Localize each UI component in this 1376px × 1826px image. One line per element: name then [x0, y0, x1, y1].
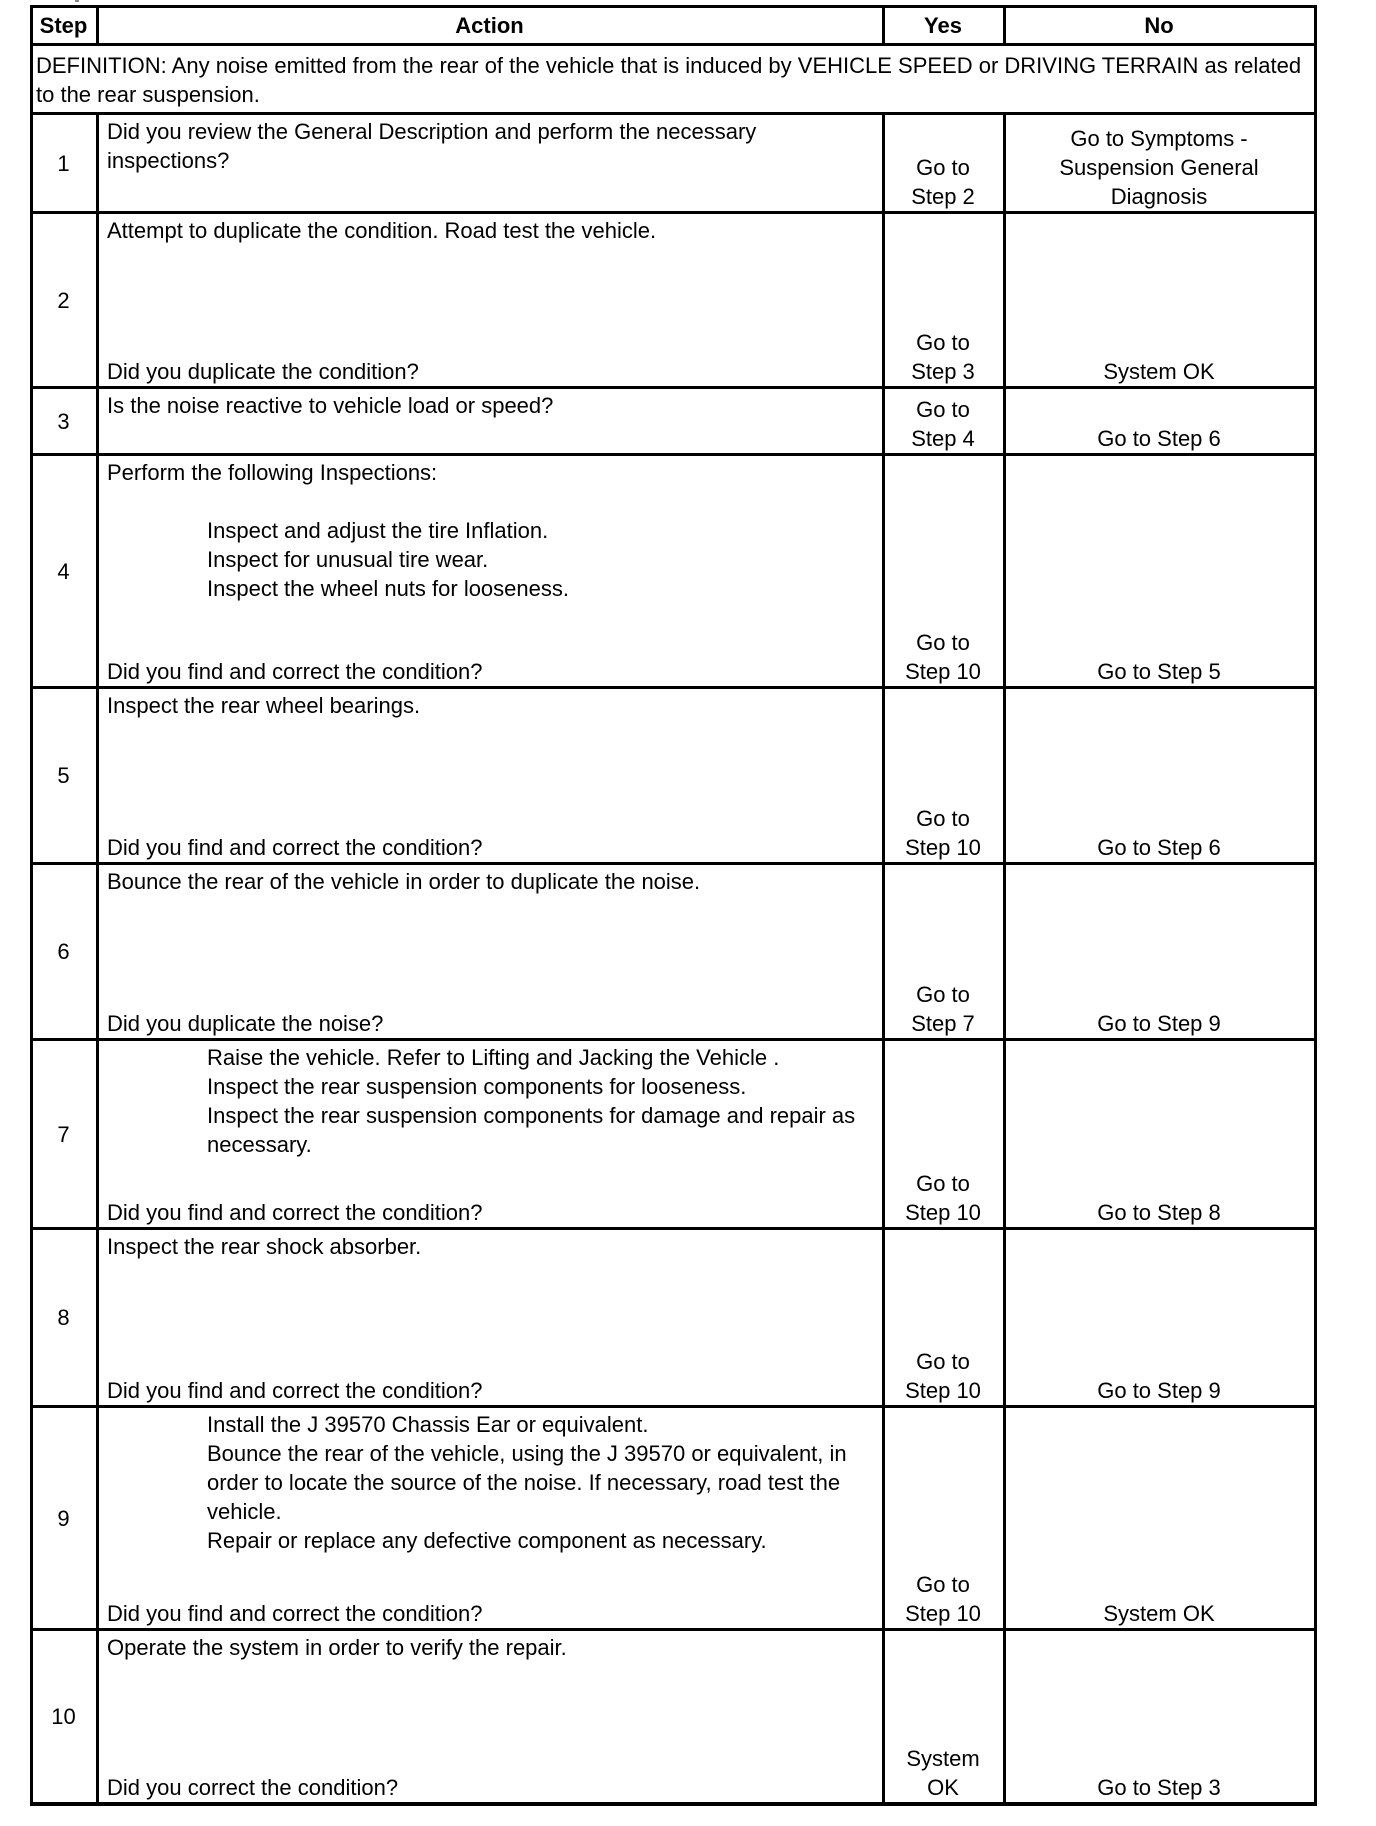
action-cell [98, 1408, 881, 1628]
column-divider [1003, 5, 1006, 45]
action-substep: Inspect the rear suspension components for looseness. [207, 1074, 747, 1099]
yes-text: Go to [916, 155, 970, 180]
no-cell [1005, 1041, 1313, 1227]
step-number: 9 [57, 1505, 70, 1531]
step-number: 6 [57, 939, 70, 964]
step-number: 2 [57, 287, 70, 313]
column-divider [1314, 5, 1317, 1805]
row-divider [30, 112, 1317, 115]
action-question: Did you find and correct the condition? [107, 659, 483, 684]
step-number: 7 [57, 1121, 70, 1147]
yes-cell [884, 389, 1002, 453]
row-divider [30, 5, 1317, 8]
row-divider [30, 1227, 1317, 1230]
step-number: 5 [57, 763, 70, 788]
yes-text: Go to [916, 1171, 970, 1196]
yes-text: OK [927, 1775, 959, 1800]
yes-cell [884, 1230, 1002, 1405]
yes-text: Step 10 [905, 1378, 981, 1403]
action-cell [98, 1230, 881, 1405]
step-number: 4 [57, 558, 70, 584]
header-yes: Yes [924, 13, 962, 38]
no-cell [1005, 1230, 1313, 1405]
action-text: Inspect the rear wheel bearings. [107, 693, 421, 718]
step-number: 3 [57, 408, 70, 434]
yes-cell [884, 1408, 1002, 1628]
no-text: Go to Step 5 [1097, 659, 1221, 684]
no-text: Diagnosis [1110, 184, 1208, 209]
action-cell [98, 865, 881, 1038]
action-question: Did you duplicate the noise? [107, 1011, 384, 1036]
yes-cell [884, 865, 1002, 1038]
row-divider [30, 686, 1317, 689]
yes-text: Step 10 [905, 1601, 981, 1626]
no-text: Suspension General [1059, 155, 1259, 180]
yes-text: Go to [916, 330, 970, 355]
yes-cell [884, 1631, 1002, 1802]
yes-text: Step 7 [911, 1011, 975, 1036]
action-text: Operate the system in order to verify the repair. [107, 1635, 567, 1660]
yes-text: Go to [916, 982, 970, 1007]
yes-text: Go to [916, 397, 970, 422]
yes-cell [884, 1041, 1002, 1227]
action-substep: Inspect for unusual tire wear. [207, 547, 489, 572]
no-text: Go to Step 3 [1097, 1775, 1221, 1800]
action-text: Perform the following Inspections: [107, 460, 438, 485]
yes-cell [884, 689, 1002, 862]
column-divider [96, 112, 99, 1804]
action-substep: Bounce the rear of the vehicle, using the J 39570 or equivalent, in order to locate the source of the noise. If necessary, road test the vehicle. [207, 1441, 847, 1524]
clipped-text-fragment [75, 0, 79, 2]
row-divider [30, 211, 1317, 214]
no-cell [1005, 456, 1313, 686]
column-divider [882, 112, 885, 1804]
header-step: Step [39, 13, 88, 38]
no-cell [1005, 689, 1313, 862]
row-divider [30, 453, 1317, 456]
action-cell [98, 689, 881, 862]
no-text: Go to Step 6 [1097, 426, 1221, 451]
yes-cell [884, 456, 1002, 686]
row-divider [30, 1405, 1317, 1408]
yes-cell [884, 214, 1002, 386]
action-cell [98, 389, 881, 453]
row-divider [30, 1628, 1317, 1631]
action-question: Did you find and correct the condition? [107, 1601, 483, 1626]
header-action: Action [455, 13, 524, 38]
action-cell [98, 1631, 881, 1802]
action-text: Bounce the rear of the vehicle in order to duplicate the noise. [107, 869, 701, 894]
step-number: 1 [57, 150, 70, 176]
yes-text: Step 10 [905, 1200, 981, 1225]
yes-text: System [906, 1746, 980, 1771]
no-text: Go to Step 8 [1097, 1200, 1221, 1225]
no-text: System OK [1103, 1601, 1215, 1626]
action-question: Did you find and correct the condition? [107, 1200, 483, 1225]
action-text: Is the noise reactive to vehicle load or speed? [107, 393, 554, 418]
no-cell [1005, 115, 1313, 211]
row-divider [30, 1038, 1317, 1041]
no-text: Go to Step 6 [1097, 835, 1221, 860]
yes-text: Go to [916, 1349, 970, 1374]
action-text: Attempt to duplicate the condition. Road test the vehicle. [107, 218, 657, 243]
action-cell [98, 115, 881, 211]
column-divider [96, 5, 99, 45]
yes-text: Step 3 [911, 359, 975, 384]
yes-text: Go to [916, 806, 970, 831]
no-text: Go to Step 9 [1097, 1378, 1221, 1403]
action-cell [98, 456, 881, 686]
action-question: Did you find and correct the condition? [107, 1378, 483, 1403]
yes-text: Go to [916, 630, 970, 655]
row-divider [30, 1802, 1317, 1806]
step-number: 8 [57, 1305, 70, 1330]
column-divider [30, 5, 33, 1805]
no-cell [1005, 1408, 1313, 1628]
yes-text: Step 4 [911, 426, 975, 451]
row-divider [30, 43, 1317, 46]
row-divider [30, 386, 1317, 389]
spacer [107, 487, 873, 516]
definition-text: DEFINITION: Any noise emitted from the rear of the vehicle that is induced by VEHICLE SPEED or DRIVING TERRAIN as related to the rear suspension. [36, 53, 1302, 107]
action-substep: Inspect the rear suspension components for damage and repair as necessary. [207, 1103, 856, 1157]
action-cell [98, 1041, 881, 1227]
action-text: Inspect the rear shock absorber. [107, 1234, 422, 1259]
yes-text: Step 10 [905, 835, 981, 860]
header-no: No [1144, 13, 1174, 38]
no-text: System OK [1103, 359, 1215, 384]
yes-text: Go to [916, 1572, 970, 1597]
action-text: Did you review the General Description and perform the necessary inspections? [107, 119, 757, 173]
action-substep: Repair or replace any defective component as necessary. [207, 1528, 767, 1553]
no-cell [1005, 865, 1313, 1038]
action-substep: Raise the vehicle. Refer to Lifting and Jacking the Vehicle . [207, 1045, 780, 1070]
yes-cell [884, 115, 1002, 211]
no-text: Go to Step 9 [1097, 1011, 1221, 1036]
action-substep: Inspect the wheel nuts for looseness. [207, 576, 569, 601]
column-divider [882, 5, 885, 45]
yes-text: Step 2 [911, 184, 975, 209]
action-question: Did you find and correct the condition? [107, 835, 483, 860]
action-cell [98, 214, 881, 386]
action-substep: Inspect and adjust the tire Inflation. [207, 518, 549, 543]
no-cell [1005, 1631, 1313, 1802]
yes-text: Step 10 [905, 659, 981, 684]
action-question: Did you duplicate the condition? [107, 359, 419, 384]
column-divider [1003, 112, 1006, 1804]
no-text: Go to Symptoms - [1070, 126, 1248, 151]
step-number: 10 [51, 1704, 76, 1729]
row-divider [30, 862, 1317, 865]
action-question: Did you correct the condition? [107, 1775, 399, 1800]
no-cell [1005, 389, 1313, 453]
no-cell [1005, 214, 1313, 386]
action-substep: Install the J 39570 Chassis Ear or equivalent. [207, 1412, 649, 1437]
